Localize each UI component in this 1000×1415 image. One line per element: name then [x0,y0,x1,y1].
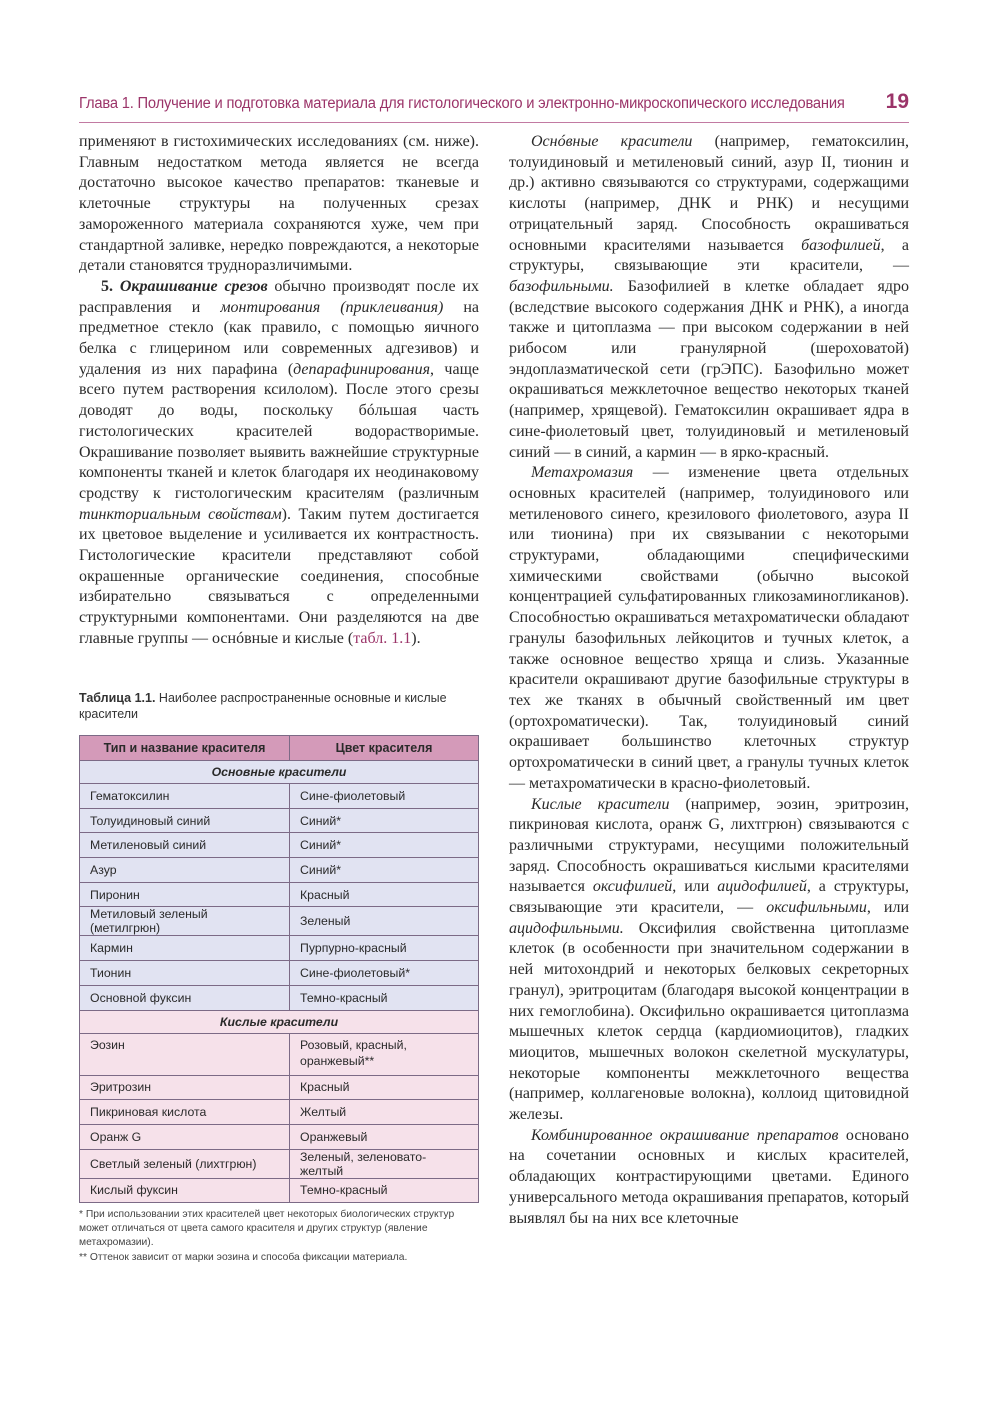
term: ацидофилией [717,878,807,896]
term: Метахромазия [531,464,634,482]
table-footnotes [79,1208,479,1266]
term: Комбинированное окрашивание препаратов [531,1126,839,1144]
table-row: Основной фуксин Темно-красный [80,985,479,1010]
paragraph-metachromasia: Метахромазия — изменение цвета отдельных основных красителей (например, толуидинового или метиленового синего, крезилового фиолетового, азура II или тионина) при их связывании с некоторыми структурами, обладающими специфическими химическими свойствами (обычно высокой концентрацией сульфатированных гликозаминогликанов). Способностью окрашиваться метахроматически обладают гранулы базофильных лейкоцитов и тучных клеток, а также основное вещество хряща и слизь. Указанные красители окрашивают другие базофильные структуры в тех же тканях в обычный свойственный им цвет (ортохроматически). Так, толуидиновый синий окрашивает большинство клеточных структур ортохроматически в синий цвет, а гранулы тучных клеток — метахроматически в красно-фиолетовый. [509,464,909,792]
table-row: Эозин Розовый, красный, оранжевый** [80,1033,479,1075]
term: Кислые красители [531,795,670,813]
running-header [79,92,909,123]
table-caption: Таблица 1.1. Наиболее распространенные основные и кислые красители [79,691,447,721]
table-row: Кислый фуксин Темно-красный [80,1178,479,1203]
table-row: Пиронин Красный [80,882,479,907]
table-reference-link[interactable]: табл. 1.1 [353,629,412,647]
table-row: Оранж G Оранжевый [80,1124,479,1149]
term: монтирования (приклеивания) [220,298,444,316]
term: Оснóвные красители [531,133,693,150]
table-row: Тионин Сине-фиолетовый* [80,961,479,986]
table-row: Эритрозин Красный [80,1075,479,1100]
term: депарафинирования [293,360,431,378]
column-header: Цвет красителя [290,736,479,761]
paragraph: применяют в гистохимических исследованиях (см. ниже). Главным недостатком метода является не всегда достаточно высокое качество препаратов: тканевые и клеточные структуры на полученных срезах замороженного материала сохраняются хуже, чем при стандартной заливке, нередко повреждаются, а некоторые детали становятся трудноразличимыми. [79,133,479,275]
right-column [509,132,909,1229]
footnote: * При использовании этих красителей цвет некоторых биологических структур может отличаться от цвета самого красителя и других структур (явление метахромазии). [79,1209,455,1248]
column-header: Тип и название красителя [80,736,290,761]
term: базофильными. [509,277,614,295]
footnote: ** Оттенок зависит от марки эозина и способа фиксации материала. [79,1252,408,1263]
paragraph-staining: 5. Окрашивание срезов обычно производят после их расправления и монтирования (приклеивания) на предметное стекло (как правило, с помощью яичного белка с глицерином или современных адгезивов) и удаления из них парафина (депарафинирования, чаще всего путем растворения ксилолом). После этого срезы доводят до воды, поскольку бóльшая часть гистологических красителей водорастворимые. Окрашивание позволяет выявить важнейшие структурные компоненты тканей и клеток благодаря их неодинаковому сродству к гистологическим красителям (различным тинкториальным свойствам). Таким путем достигается их цветовое выделение и усиливается их контрастность. Гистологические красители представляют собой окрашенные органические соединения, способные избирательно связываться с определенными структурными компонентами. Они разделяются на две главные группы — оснóвные и кислые (табл. 1.1). [79,277,480,647]
table-header-row [80,736,479,761]
term: базофилией [801,236,881,254]
page-number: 19 [885,90,909,113]
table-row: Метиловый зеленый (метилгрюн) Зеленый [80,907,479,936]
table-row: Толуидиновый синий Синий* [80,808,479,833]
paragraph-acid-dyes: Кислые красители (например, эозин, эритрозин, пикриновая кислота, оранж G, лихтгрюн) связываются с различными структурами, несущими положительный заряд. Способность окрашиваться кислыми красителями называется оксифилией, или ацидофилией, а структуры, связывающие эти красители, — оксифильными, или ацидофильными. Оксифилия свойственна цитоплазме клеток (в особенности при значительном содержании в ней митохондрий и некоторых белковых секреторных гранул), эритроцитам (благодаря высокой концентрации в них гемоглобина). Оксифильно окрашивается цитоплазма мышечных клеток сердца (кардиомиоцитов), гладких миоцитов, мышечных волокон скелетной мускулатуры, некоторые компоненты межклеточного вещества (например, коллагеновые волокна), коллоид щитовидной железы. [509,795,910,1124]
left-column [79,132,479,650]
term: оксифилией [592,878,673,896]
paragraph-combined-staining: Комбинированное окрашивание препаратов основано на сочетании основных и кислых красителей, обладающих контрастирующими цветами. Единого универсального метода окрашивания препаратов, который выявлял бы на них все клеточные [509,1126,909,1227]
dyes-table [79,735,479,1203]
table-row: Азур Синий* [80,858,479,883]
term: оксифильными [766,899,867,917]
section-row-acid [80,1010,479,1033]
table-row: Гематоксилин Сине-фиолетовый [80,784,479,809]
term: тинкториальным свойствам [79,505,282,523]
term: ацидофильными. [509,919,624,937]
table-row: Пикриновая кислота Желтый [80,1100,479,1125]
chapter-title: Глава 1. Получение и подготовка материала для гистологического и электронно-микроскопического исследования [79,95,845,112]
table-row: Метиленовый синий Синий* [80,833,479,858]
table-row: Кармин Пурпурно-красный [80,936,479,961]
term: Окрашивание срезов [119,277,268,295]
table-row: Светлый зеленый (лихтгрюн) Зеленый, зеленовато-желтый [80,1149,479,1178]
paragraph-basic-dyes: Оснóвные красители (например, гематоксилин, толуидиновый и метиленовый синий, азур II, тионин и др.) активно связываются со структурами, содержащими кислоты (например, ДНК и РНК) и несущими отрицательный заряд. Способность окрашиваться основными красителями называется базофилией, а структуры, связывающие эти красители, — базофильными. Базофилией в клетке обладает ядро (вследствие высокого содержания ДНК и РНК), а иногда также и цитоплазма — при высоком содержании в ней рибосом или гранулярной (шероховатой) эндоплазматической сети (грЭПС). Базофильно может окрашиваться межклеточное вещество некоторых тканей (например, хрящевой). Гематоксилин окрашивает ядра в сине-фиолетовый цвет, толуидиновый и метиленовый синий — в синий, а кармин — в ярко-красный. [509,133,910,461]
section-title: Основные красители [80,761,479,784]
section-title: Кислые красители [80,1010,479,1033]
section-row-basic [80,761,479,784]
